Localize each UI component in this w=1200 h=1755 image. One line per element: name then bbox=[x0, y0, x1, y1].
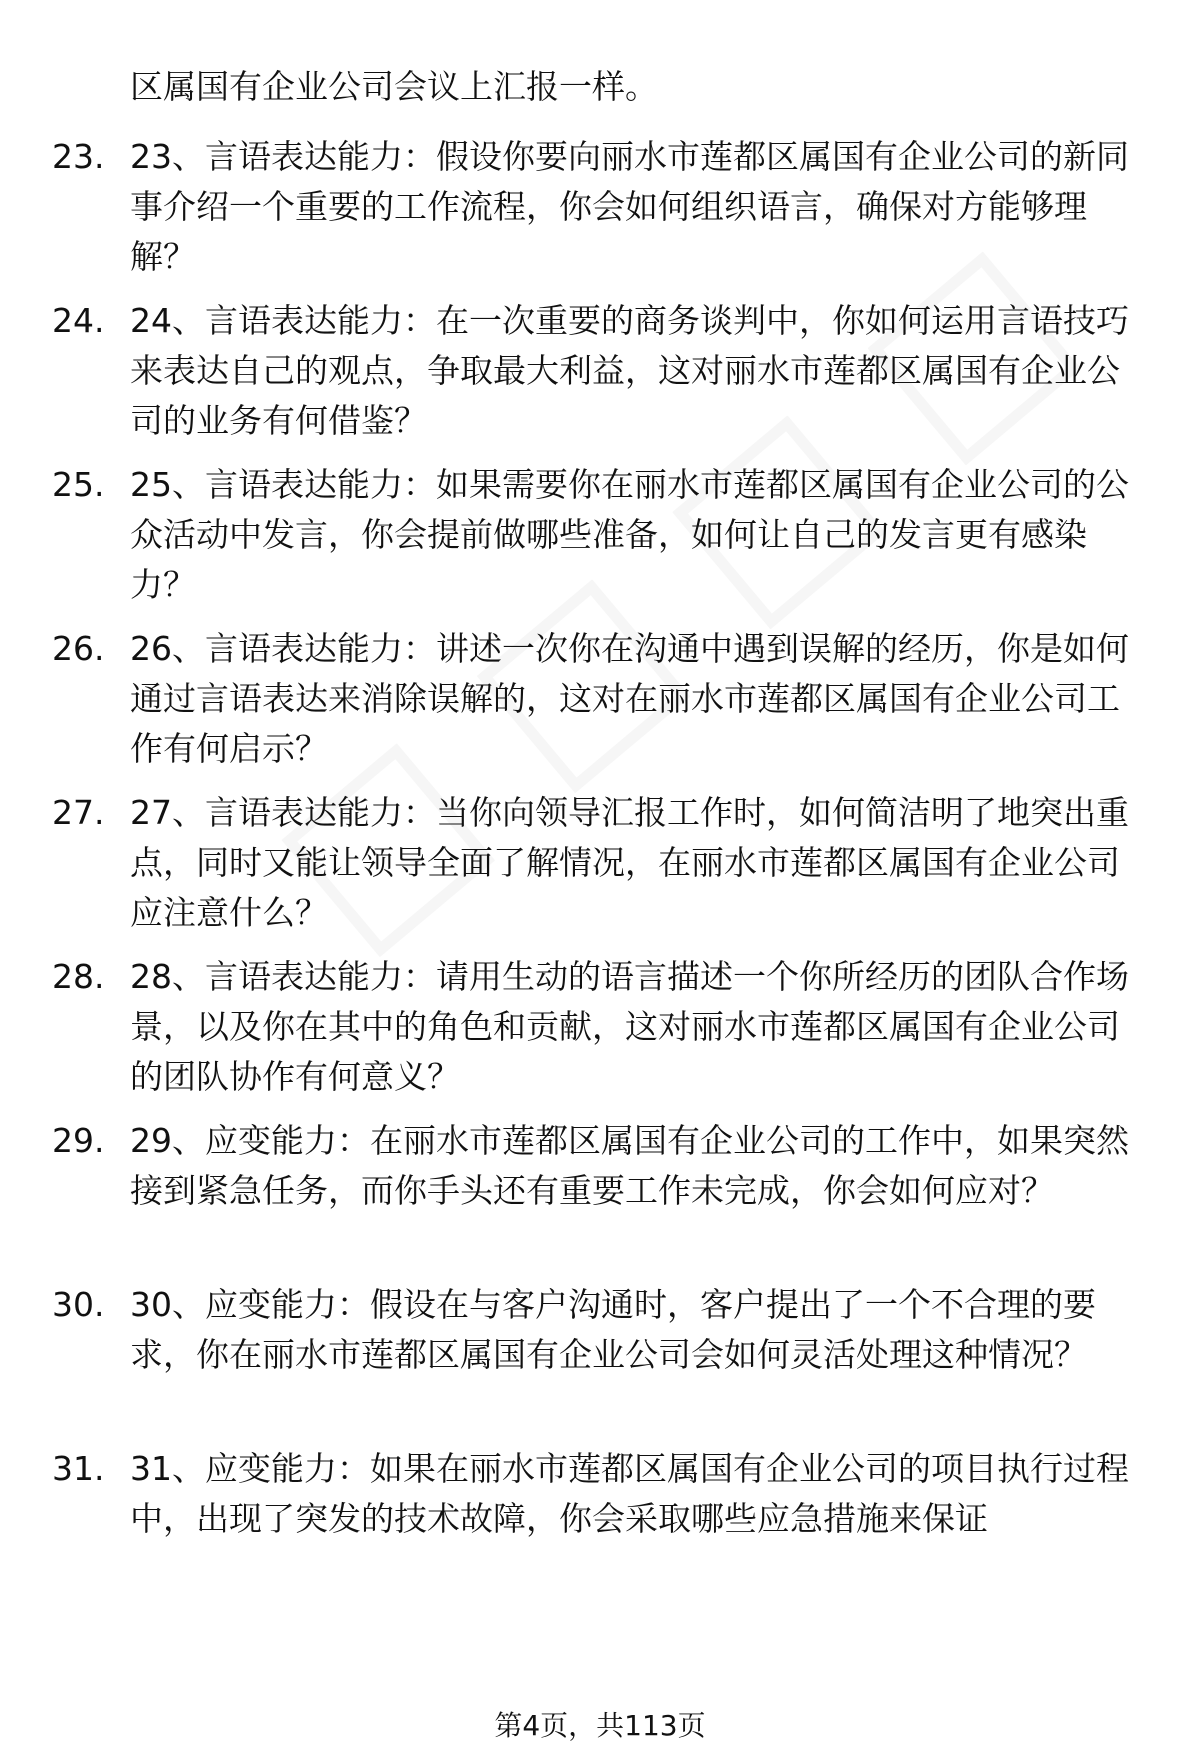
item-number: 25. bbox=[52, 465, 105, 504]
item-text: 29、应变能力：在丽水市莲都区属国有企业公司的工作中，如果突然接到紧急任务，而你手头还有重要工作未完成，你会如何应对？ bbox=[130, 1121, 1129, 1210]
continuation-text: 区属国有企业公司会议上汇报一样。 bbox=[130, 67, 658, 106]
item-text: 23、言语表达能力：假设你要向丽水市莲都区属国有企业公司的新同事介绍一个重要的工作流程，你会如何组织语言，确保对方能够理解？ bbox=[130, 137, 1129, 276]
item-text: 26、言语表达能力：讲述一次你在沟通中遇到误解的经历，你是如何通过言语表达来消除误解的，这对在丽水市莲都区属国有企业公司工作有何启示？ bbox=[130, 629, 1129, 768]
item-number: 27. bbox=[52, 793, 105, 832]
item-text: 31、应变能力：如果在丽水市莲都区属国有企业公司的项目执行过程中，出现了突发的技术故障，你会采取哪些应急措施来保证 bbox=[130, 1449, 1129, 1538]
item-text: 25、言语表达能力：如果需要你在丽水市莲都区属国有企业公司的公众活动中发言，你会提前做哪些准备，如何让自己的发言更有感染力？ bbox=[130, 465, 1129, 604]
item-number: 31. bbox=[52, 1449, 105, 1488]
item-number: 30. bbox=[52, 1285, 105, 1324]
item-text: 30、应变能力：假设在与客户沟通时，客户提出了一个不合理的要求，你在丽水市莲都区属国有企业公司会如何灵活处理这种情况？ bbox=[130, 1285, 1096, 1374]
item-number: 23. bbox=[52, 137, 105, 176]
item-text: 24、言语表达能力：在一次重要的商务谈判中，你如何运用言语技巧来表达自己的观点，争取最大利益，这对丽水市莲都区属国有企业公司的业务有何借鉴？ bbox=[130, 301, 1129, 440]
item-number: 24. bbox=[52, 301, 105, 340]
item-text: 28、言语表达能力：请用生动的语言描述一个你所经历的团队合作场景，以及你在其中的角色和贡献，这对丽水市莲都区属国有企业公司的团队协作有何意义？ bbox=[130, 957, 1129, 1096]
item-number: 28. bbox=[52, 957, 105, 996]
page-footer: 第4页，共113页 bbox=[494, 1709, 706, 1742]
item-number: 29. bbox=[52, 1121, 105, 1160]
item-number: 26. bbox=[52, 629, 105, 668]
item-text: 27、言语表达能力：当你向领导汇报工作时，如何简洁明了地突出重点，同时又能让领导全面了解情况，在丽水市莲都区属国有企业公司应注意什么？ bbox=[130, 793, 1129, 932]
